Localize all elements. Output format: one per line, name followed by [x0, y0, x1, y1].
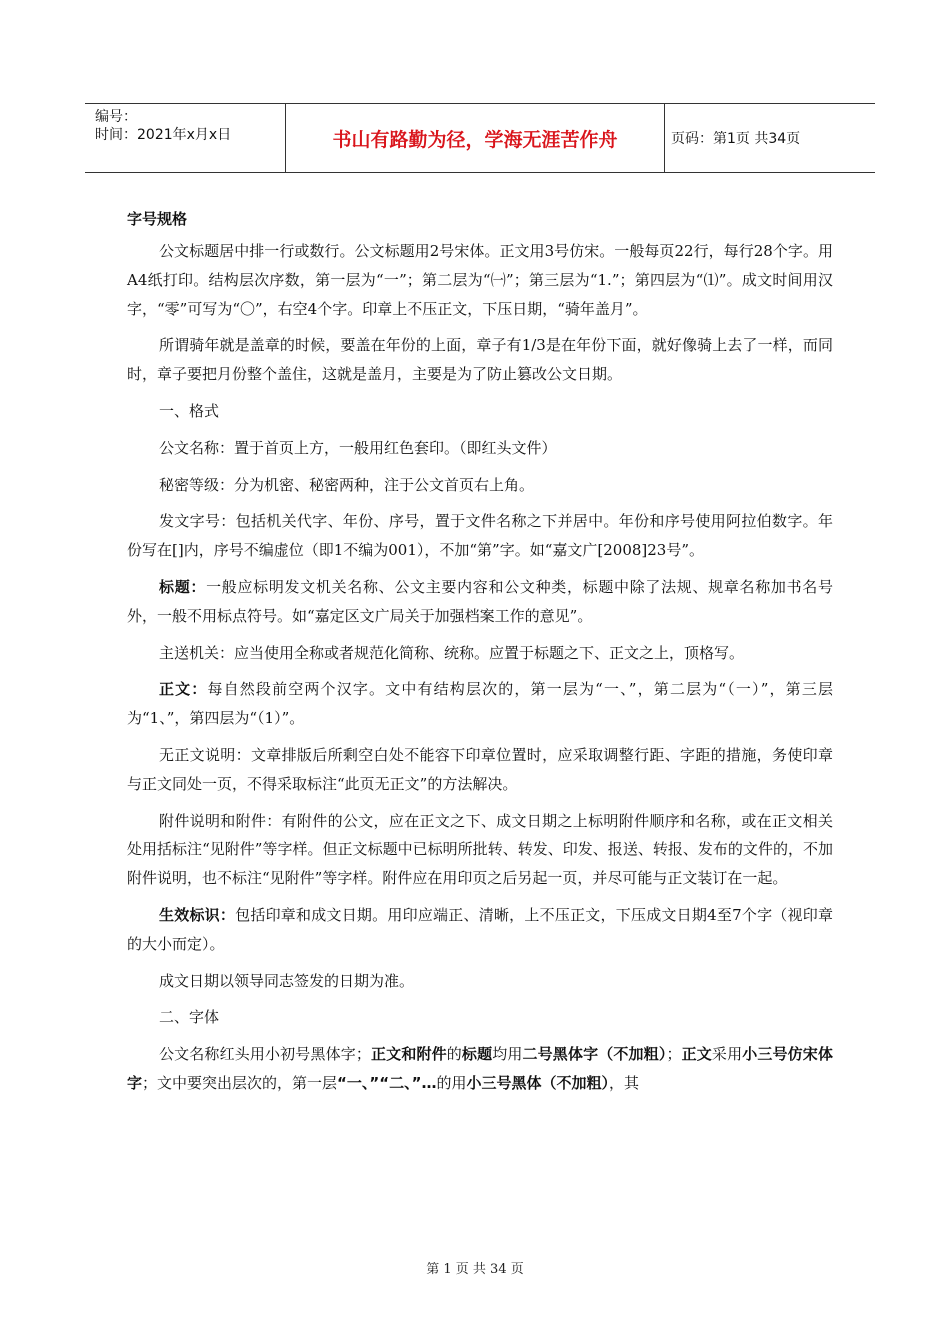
fonts-text-5: 采用 [711, 1045, 743, 1064]
paragraph-doc-number: 发文字号：包括机关代字、年份、序号，置于文件名称之下并居中。年份和序号使用阿拉伯数字。年份写在[]内，序号不编虚位（即1不编为001），不加“第”字。如“嘉文广[2008]23号”。 [127, 512, 833, 560]
header-page-info: 页码：第1页 共34页 [671, 131, 801, 147]
paragraph-1: 公文标题居中排一行或数行。公文标题用2号宋体。正文用3号仿宋。一般每页22行，每行28个字。用A4纸打印。结构层次序数，第一层为“一”；第二层为“㈠”；第三层为“1.”；第四层为“⑴”。成文时间用汉字，“零”可写为“〇”，右空4个字。印章上不压正文，下压日期，“骑年盖月”。 [127, 242, 833, 318]
fonts-text-4: ； [666, 1045, 682, 1064]
fonts-bold-3: 二号黑体字（不加粗） [522, 1045, 667, 1064]
paragraph-body [127, 675, 833, 733]
paragraph-secret-level: 秘密等级：分为机密、秘密两种，注于公文首页右上角。 [159, 475, 535, 494]
header-motto: 书山有路勤为径，学海无涯苦作舟 [285, 104, 665, 172]
text-effective: 包括印章和成文日期。用印应端正、清晰，上不压正文，下压成文日期4至7个字（视印章的大小而定）。 [127, 905, 833, 953]
paragraph-2: 所谓骑年就是盖章的时候，要盖在年份的上面，章子有1/3是在年份下面，就好像骑上去了一样，而同时，章子要把月份整个盖住，这就是盖月，主要是为了防止篡改公文日期。 [127, 336, 833, 384]
page-footer: 第 1 页 共 34 页 [426, 1262, 524, 1277]
fonts-bold-7: 小三号黑体（不加粗） [466, 1073, 609, 1092]
document-header [85, 103, 875, 173]
paragraph-effective [127, 901, 833, 959]
paragraph-fonts [127, 1040, 833, 1098]
text-title: 一般应标明发文机关名称、公文主要内容和公文种类，标题中除了法规、规章名称加书名号外，一般不用标点符号。如“嘉定区文广局关于加强档案工作的意见”。 [127, 577, 833, 625]
fonts-bold-1: 正文和附件 [370, 1045, 447, 1064]
header-meta [85, 104, 285, 172]
fonts-bold-4: 正文 [681, 1045, 712, 1064]
fonts-bold-5: 小三号仿宋体字 [127, 1045, 833, 1092]
paragraph-doc-name: 公文名称：置于首页上方，一般用红色套印。（即红头文件） [159, 438, 557, 457]
paragraph-title [127, 573, 833, 631]
paragraph-attachments: 附件说明和附件：有附件的公文，应在正文之下、成文日期之上标明附件顺序和名称，或在正文相关处用括标注“见附件”等字样。但正文标题中已标明所批转、转发、印发、报送、转报、发布的文件的，不加附件说明，也不标注“见附件”等字样。附件应在用印页之后另起一页，并尽可能与正文装订在一起。 [127, 811, 833, 888]
fonts-bold-2: 标题 [461, 1045, 493, 1064]
time-label: 时间：2021年x月x日 [95, 127, 232, 143]
fonts-text-8: ，其 [609, 1073, 640, 1092]
heading-format: 一、格式 [159, 401, 220, 420]
paragraph-date: 成文日期以领导同志签发的日期为准。 [159, 971, 415, 990]
label-body: 正文： [159, 680, 208, 699]
label-title: 标题： [159, 577, 207, 596]
document-body [127, 205, 833, 1098]
fonts-text-2: 的 [446, 1045, 462, 1064]
serial-label: 编号： [95, 109, 137, 125]
label-effective: 生效标识： [159, 905, 236, 924]
paragraph-no-body: 无正文说明：文章排版后所剩空白处不能容下印章位置时，应采取调整行距、字距的措施，务使印章与正文同处一页，不得采取标注“此页无正文”的方法解决。 [127, 745, 833, 793]
section-title: 字号规格 [127, 210, 188, 228]
fonts-text-1: 公文名称红头用小初号黑体字； [159, 1045, 371, 1064]
text-body: 每自然段前空两个汉字。文中有结构层次的，第一层为“一、”，第二层为“（一）”，第三层为“1、”，第四层为“（1）”。 [127, 680, 833, 728]
fonts-bold-6: “一、”“二、”… [337, 1073, 437, 1092]
fonts-text-6: ；文中要突出层次的，第一层 [142, 1073, 338, 1092]
fonts-text-3: 均用 [492, 1045, 523, 1064]
paragraph-recipient: 主送机关：应当使用全称或者规范化简称、统称。应置于标题之下、正文之上，顶格写。 [159, 643, 745, 662]
heading-fonts: 二、字体 [159, 1008, 220, 1027]
fonts-text-7: 的用 [436, 1073, 467, 1092]
